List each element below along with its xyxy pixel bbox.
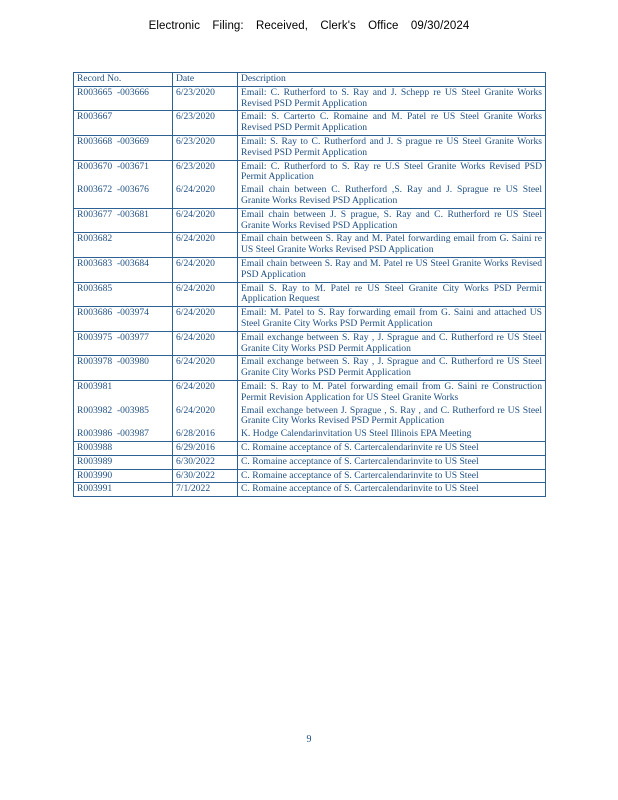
table-row <box>74 135 546 160</box>
table-row <box>74 428 546 441</box>
column-header-date: Date <box>173 73 238 87</box>
record-number-cell: R003982 -003985 <box>74 405 173 429</box>
date-cell: 6/24/2020 <box>173 356 238 381</box>
record-number-cell: R003686 -003974 <box>74 307 173 332</box>
date-cell: 6/24/2020 <box>173 184 238 208</box>
record-number-cell: R003677 -003681 <box>74 208 173 233</box>
date-cell: 6/24/2020 <box>173 380 238 404</box>
record-number-cell: R003685 <box>74 282 173 307</box>
date-cell: 6/23/2020 <box>173 160 238 184</box>
table-row <box>74 307 546 332</box>
date-cell: 6/24/2020 <box>173 208 238 233</box>
description-cell: Email chain between J. S prague, S. Ray and C. Rutherford re US Steel Granite Works Revised PSD Application <box>238 208 546 233</box>
date-cell: 6/23/2020 <box>173 86 238 111</box>
table-row <box>74 380 546 404</box>
description-cell: C. Romaine acceptance of S. Cartercalendarinvite re US Steel <box>238 441 546 455</box>
table-row <box>74 469 546 483</box>
table-header-row <box>74 73 546 87</box>
table-row <box>74 441 546 455</box>
description-cell: Email exchange between J. Sprague , S. Ray , and C. Rutherford re US Steel Granite City Works Revised PSD Permit Application <box>238 405 546 429</box>
table-row <box>74 483 546 497</box>
table-row <box>74 455 546 469</box>
description-cell: Email: S. Ray to C. Rutherford and J. S prague re US Steel Granite Works Revised PSD Permit Application <box>238 135 546 160</box>
description-cell: Email: S. Carterto C. Romaine and M. Patel re US Steel Granite Works Revised PSD Permit Application <box>238 111 546 136</box>
date-cell: 6/24/2020 <box>173 331 238 356</box>
description-cell: C. Romaine acceptance of S. Cartercalendarinvite to US Steel <box>238 469 546 483</box>
column-header-description: Description <box>238 73 546 87</box>
description-cell: C. Romaine acceptance of S. Cartercalendarinvite to US Steel <box>238 455 546 469</box>
description-cell: Email chain between S. Ray and M. Patel forwarding email from G. Saini re US Steel Granite Works Revised PSD Application <box>238 233 546 258</box>
table-row <box>74 405 546 429</box>
date-cell: 6/24/2020 <box>173 233 238 258</box>
description-cell: Email exchange between S. Ray , J. Sprague and C. Rutherford re US Steel Granite City Works PSD Permit Application <box>238 331 546 356</box>
date-cell: 6/29/2016 <box>173 441 238 455</box>
description-cell: Email: S. Ray to M. Patel forwarding email from G. Saini re Construction Permit Revision Application for US Steel Granite Works <box>238 380 546 404</box>
record-number-cell: R003665 -003666 <box>74 86 173 111</box>
page-number: 9 <box>306 734 312 745</box>
record-number-cell: R003981 <box>74 380 173 404</box>
record-number-cell: R003989 <box>74 455 173 469</box>
records-table <box>73 72 546 497</box>
description-cell: Email: C. Rutherford to S. Ray and J. Schepp re US Steel Granite Works Revised PSD Permit Application <box>238 86 546 111</box>
record-number-cell: R003683 -003684 <box>74 257 173 282</box>
record-number-cell: R003986 -003987 <box>74 428 173 441</box>
date-cell: 6/23/2020 <box>173 111 238 136</box>
table-row <box>74 160 546 184</box>
description-cell: Email chain between S. Ray and M. Patel re US Steel Granite Works Revised PSD Application <box>238 257 546 282</box>
column-header-record: Record No. <box>74 73 173 87</box>
date-cell: 7/1/2022 <box>173 483 238 497</box>
description-cell: Email chain between C. Rutherford ,S. Ray and J. Sprague re US Steel Granite Works Revised PSD Application <box>238 184 546 208</box>
electronic-filing-header: Electronic Filing: Received, Clerk's Office 09/30/2024 <box>148 20 470 32</box>
record-number-cell: R003670 -003671 <box>74 160 173 184</box>
record-number-cell: R003682 <box>74 233 173 258</box>
table-row <box>74 331 546 356</box>
record-number-cell: R003991 <box>74 483 173 497</box>
description-cell: C. Romaine acceptance of S. Cartercalendarinvite to US Steel <box>238 483 546 497</box>
table-row <box>74 208 546 233</box>
record-number-cell: R003975 -003977 <box>74 331 173 356</box>
table-row <box>74 184 546 208</box>
date-cell: 6/24/2020 <box>173 405 238 429</box>
description-cell: Email: M. Patel to S. Ray forwarding email from G. Saini and attached US Steel Granite City Works PSD Permit Application <box>238 307 546 332</box>
date-cell: 6/28/2016 <box>173 428 238 441</box>
description-cell: Email S. Ray to M. Patel re US Steel Granite City Works PSD Permit Application Request <box>238 282 546 307</box>
record-number-cell: R003672 -003676 <box>74 184 173 208</box>
date-cell: 6/24/2020 <box>173 282 238 307</box>
description-cell: K. Hodge Calendarinvitation US Steel Illinois EPA Meeting <box>238 428 546 441</box>
date-cell: 6/30/2022 <box>173 469 238 483</box>
table-row <box>74 356 546 381</box>
table-row <box>74 282 546 307</box>
table-row <box>74 86 546 111</box>
record-number-cell: R003667 <box>74 111 173 136</box>
table-row <box>74 111 546 136</box>
record-number-cell: R003988 <box>74 441 173 455</box>
table-row <box>74 257 546 282</box>
description-cell: Email: C. Rutherford to S. Ray re U.S Steel Granite Works Revised PSD Permit Application <box>238 160 546 184</box>
date-cell: 6/24/2020 <box>173 307 238 332</box>
record-number-cell: R003978 -003980 <box>74 356 173 381</box>
date-cell: 6/30/2022 <box>173 455 238 469</box>
date-cell: 6/23/2020 <box>173 135 238 160</box>
date-cell: 6/24/2020 <box>173 257 238 282</box>
table-row <box>74 233 546 258</box>
description-cell: Email exchange between S. Ray , J. Sprague and C. Rutherford re US Steel Granite City Works PSD Permit Application <box>238 356 546 381</box>
record-number-cell: R003668 -003669 <box>74 135 173 160</box>
record-number-cell: R003990 <box>74 469 173 483</box>
